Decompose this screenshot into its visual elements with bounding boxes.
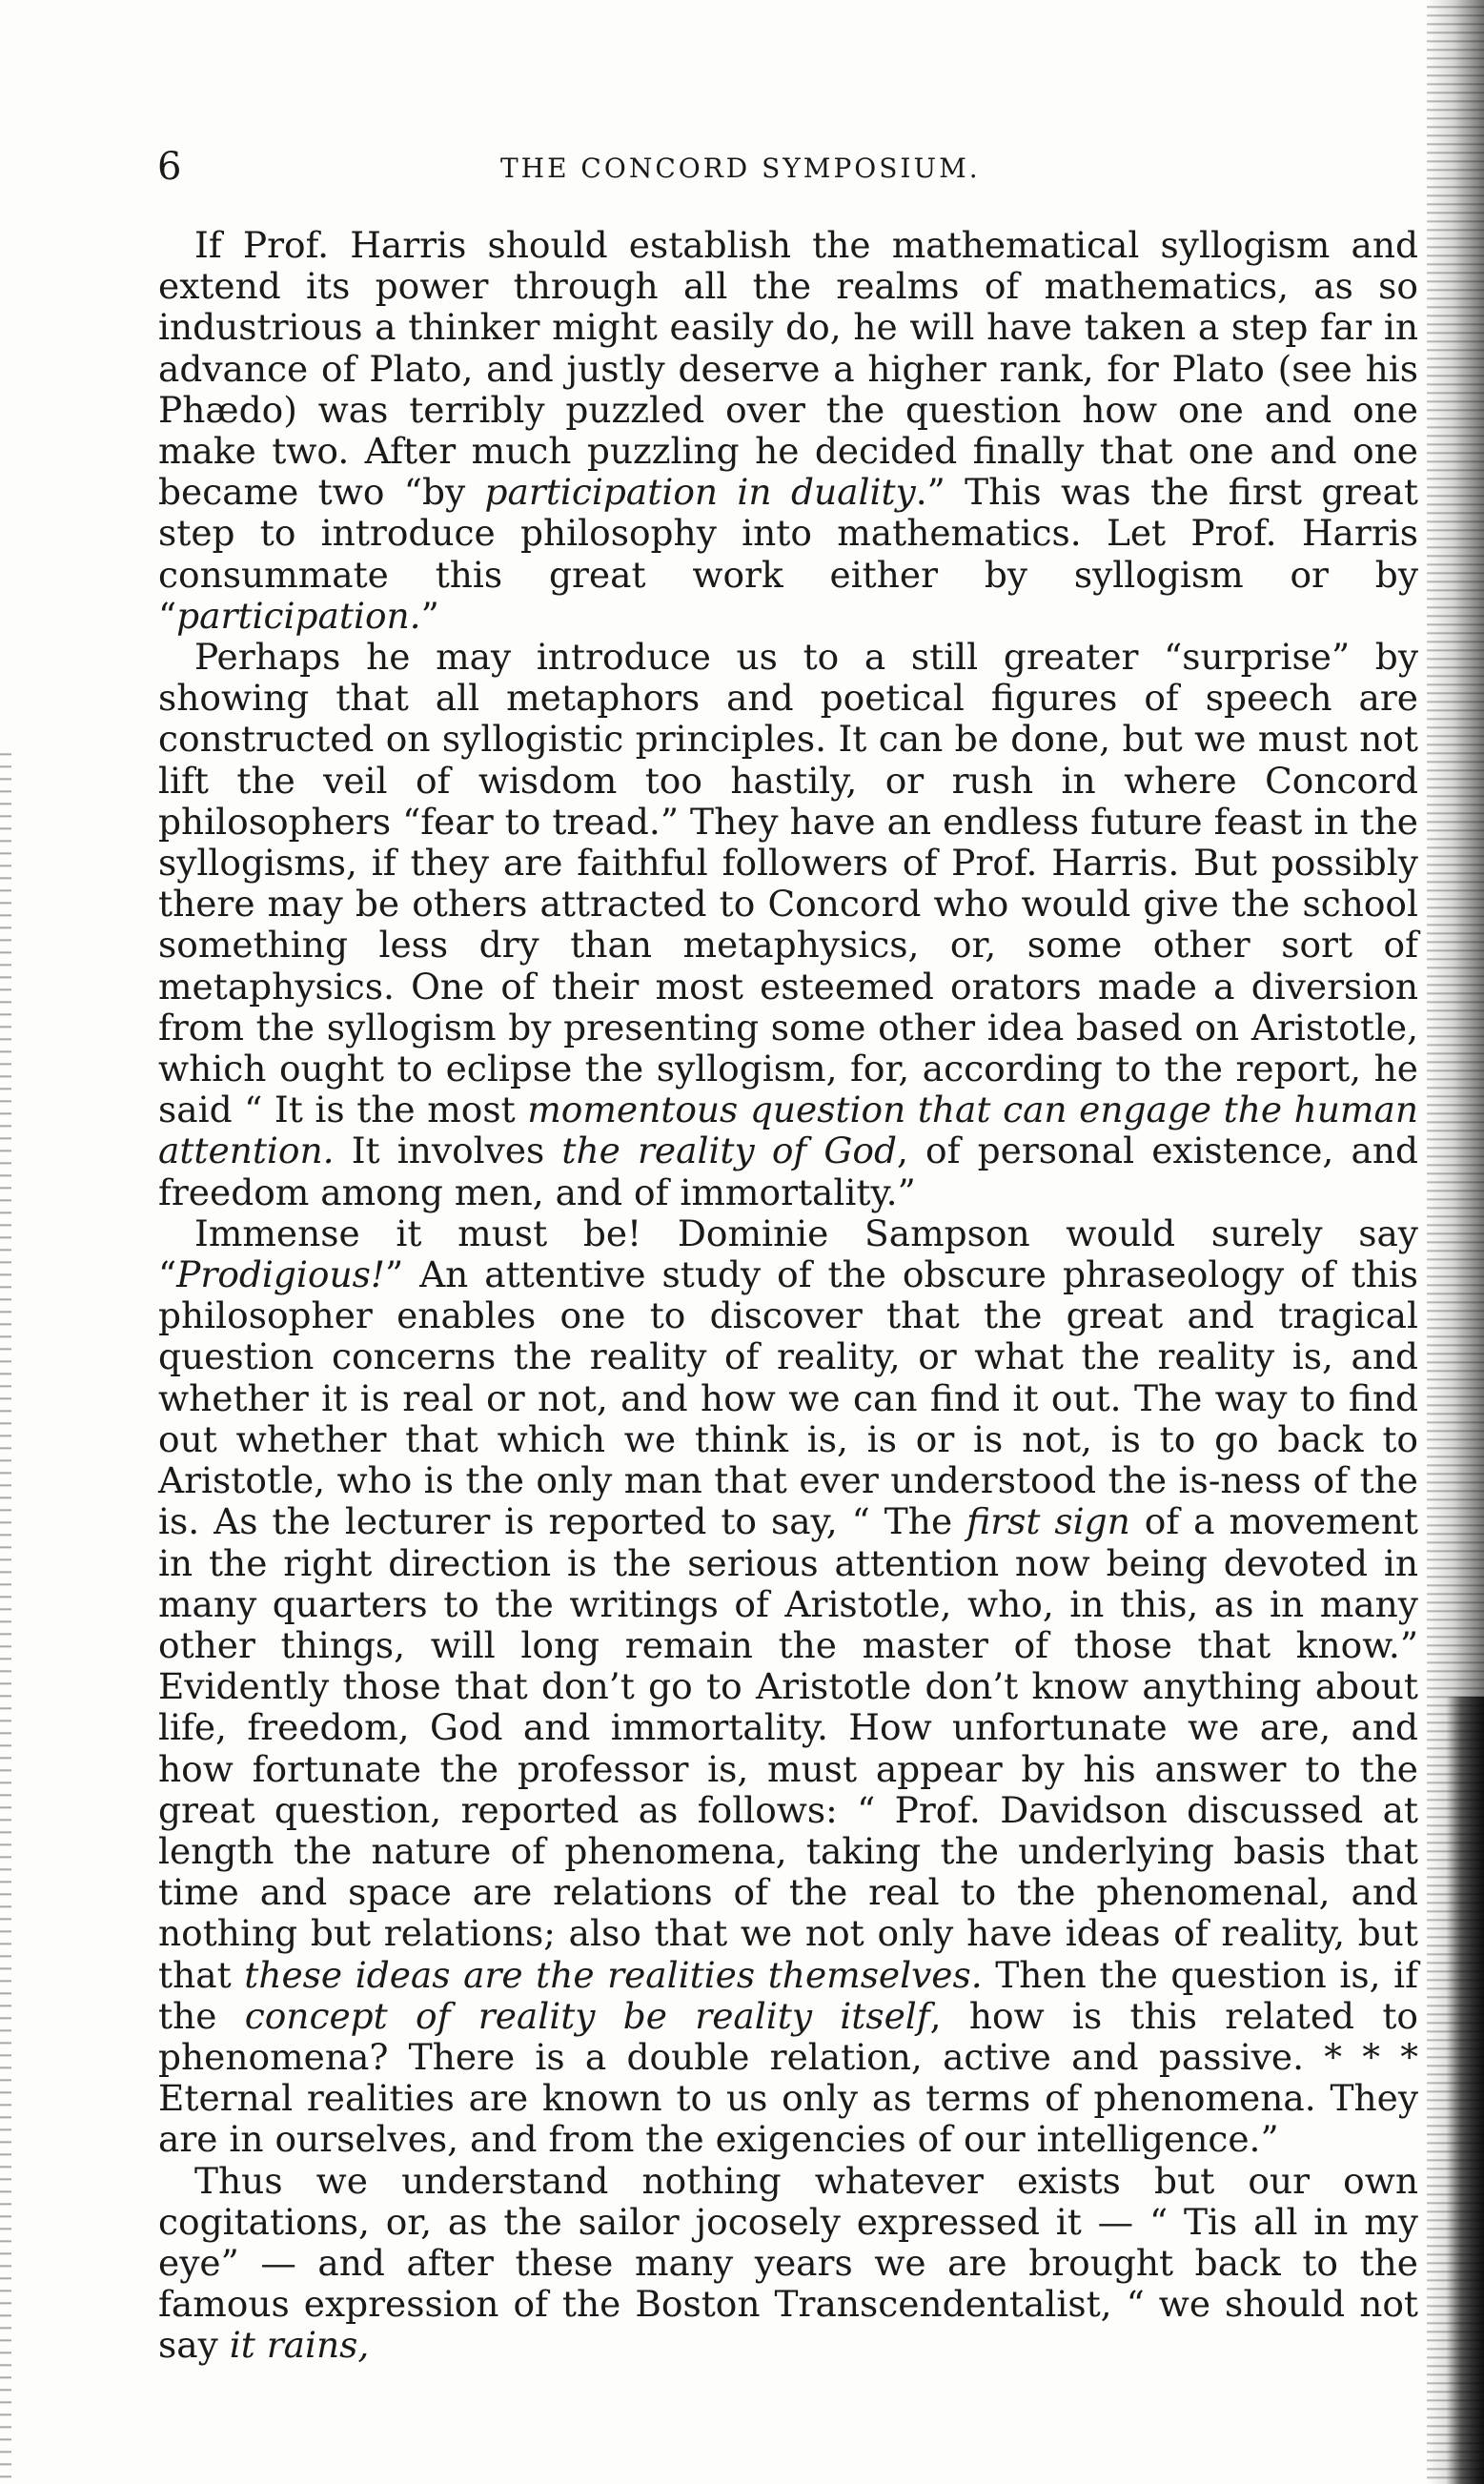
page-number: 6 <box>157 145 182 189</box>
text-run: If Prof. Harris should establish the mathematical syllogism and extend its power through all the realms of mathematics, as so industrious a thinker might easily do, he will have taken a step far in advance of Plato, and justly deserve a higher rank, for Plato (see his Phædo) was terribly puzzled over the question how one and one make two. After much puzzling he decided finally that one and one became two “by <box>158 224 1418 514</box>
scan-edge-right-bottom <box>1446 1697 1484 2484</box>
text-run: Perhaps he may introduce us to a still greater “surprise” by showing that all metaphors and poetical figures of speech are constructed on syllogistic principles. It can be done, but we must not lift the veil of wisdom too hastily, or rush in where Concord philosophers “fear to tread.” They have an endless future feast in the syllogisms, if they are faithful followers of Prof. Harris. But possibly there may be others attracted to Concord who would give the school something less dry than metaphysics, or, some other sort of metaphysics. One of their most esteemed orators made a diversion from the syllogism by presenting some other idea based on Aristotle, which ought to eclipse the syllogism, for, according to the report, he said “ It is the most <box>158 636 1418 1131</box>
italic-text: the reality of God <box>561 1130 897 1172</box>
italic-text: it rains, <box>229 2324 370 2367</box>
text-run: , how is this related to phenomena? There is a double relation, active and passive. * * * Eternal realities are known to us only as terms of phenomena. They are in ourselves, and from the exigencies of our intelligence.” <box>158 1994 1418 2161</box>
italic-text: participation. <box>176 594 421 637</box>
italic-text: these ideas are the realities themselves. <box>244 1953 983 1996</box>
body-text <box>158 225 1418 2367</box>
text-run: .” This was the first great step to introduce philosophy into mathematics. Let Prof. Harris consummate this great work either by syllogism or by “ <box>158 471 1418 637</box>
text-run: ” <box>420 594 439 637</box>
text-run: ” An attentive study of the obscure phraseology of this philosopher enables one to discover that the great and tragical question concerns the reality of reality, or what the reality is, and whether it is real or not, and how we can find it out. The way to find out whether that which we think is, is or is not, is to go back to Aristotle, who is the only man that ever understood the is-ness of the is. As the lecturer is reported to say, “ The <box>158 1253 1418 1543</box>
text-run: Thus we understand nothing whatever exists but our own cogitations, or, as the sailor jocosely expressed it — “ Tis all in my eye” — and after these many years we are brought back to the famous expression of the Boston Transcendentalist, “ we should not say <box>158 2159 1418 2367</box>
italic-text: concept of reality be reality itself <box>244 1994 930 2037</box>
scan-edge-left <box>0 743 11 2484</box>
text-run: , of personal existence, and freedom among men, and of immortality.” <box>158 1130 1418 1213</box>
text-run: Then the question is, if the <box>158 1953 1418 2037</box>
paragraph <box>158 2161 1418 2367</box>
running-head: THE CONCORD SYMPOSIUM. <box>500 153 981 184</box>
paragraph <box>158 1213 1418 2161</box>
paragraph <box>158 637 1418 1213</box>
italic-text: Prodigious! <box>176 1253 385 1296</box>
page-header <box>157 143 1396 191</box>
text-run: of a movement in the right direction is the serious attention now being devoted in many quarters to the writings of Aristotle, who, in this, as in many other things, will long remain the master of those that know.” Evidently those that don’t go to Aristotle don’t know anything about life, freedom, God and immortality. How unfortunate we are, and how fortunate the professor is, must appear by his answer to the great question, reported as follows: “ Prof. Davidson discussed at length the nature of phenomena, taking the underlying basis that time and space are relations of the real to the phenomenal, and nothing but relations; also that we not only have ideas of reality, but that <box>158 1500 1418 1996</box>
paragraph <box>158 225 1418 637</box>
italic-text: participation in duality <box>484 471 916 514</box>
text-run: It involves <box>334 1130 562 1172</box>
italic-text: momentous question that can engage the human attention. <box>158 1089 1418 1172</box>
text-run: Immense it must be! Dominie Sampson would surely say “ <box>158 1211 1418 1296</box>
italic-text: first sign <box>966 1500 1130 1543</box>
